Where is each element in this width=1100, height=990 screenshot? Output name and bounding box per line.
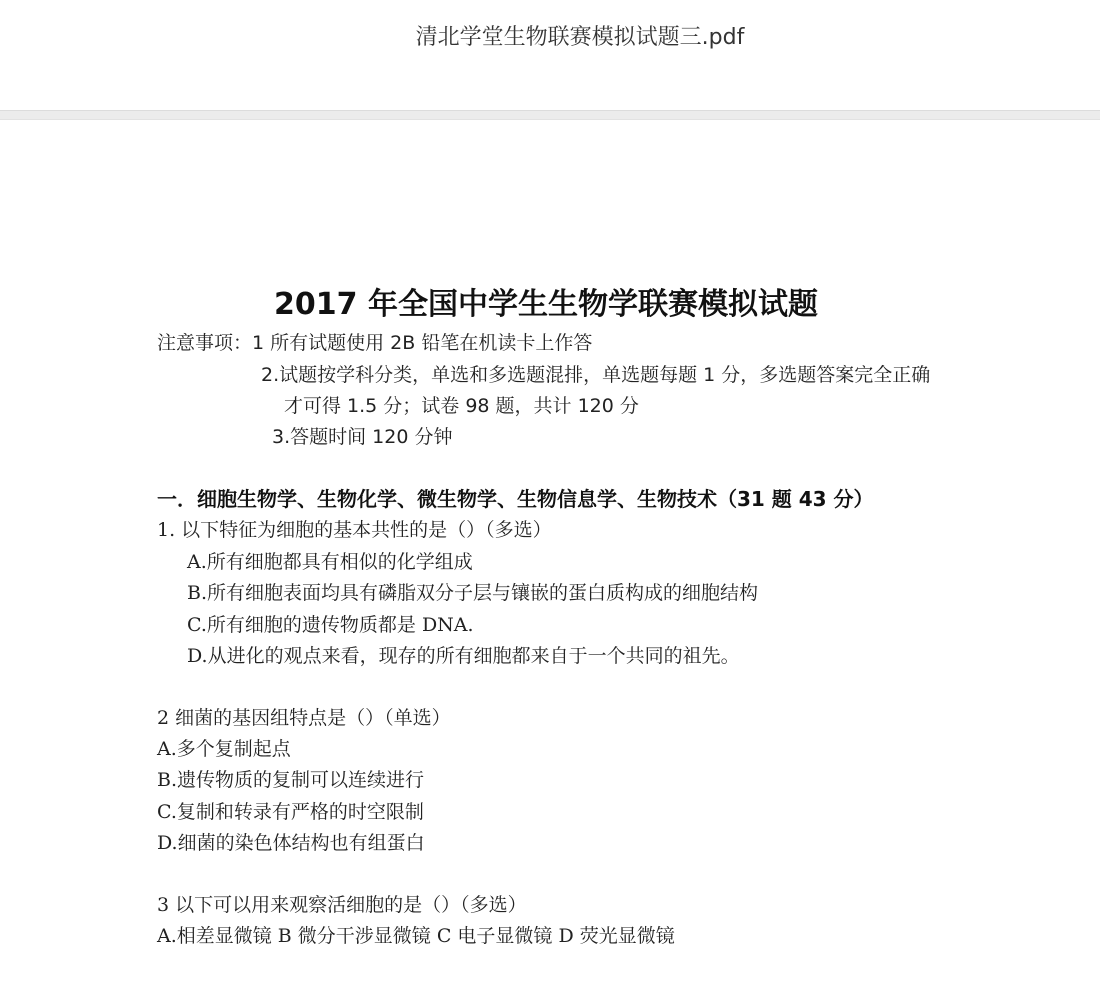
question-2-option-c: C.复制和转录有严格的时空限制 [157, 801, 424, 823]
question-2-option-a: A.多个复制起点 [157, 738, 291, 760]
section-heading: 一．细胞生物学、生物化学、微生物学、生物信息学、生物技术（31 题 43 分） [157, 487, 874, 511]
question-1-option-a: A.所有细胞都具有相似的化学组成 [187, 551, 473, 573]
note-3: 3.答题时间 120 分钟 [272, 426, 453, 448]
question-1-option-d: D.从进化的观点来看，现存的所有细胞都来自于一个共同的祖先。 [187, 645, 740, 667]
question-1-option-b: B.所有细胞表面均具有磷脂双分子层与镶嵌的蛋白质构成的细胞结构 [187, 582, 759, 604]
page-separator [0, 110, 1100, 120]
note-2-continued: 才可得 1.5 分；试卷 98 题，共计 120 分 [284, 395, 639, 417]
file-title: 清北学堂生物联赛模拟试题三.pdf [415, 25, 745, 50]
note-1: 注意事项：1 所有试题使用 2B 铅笔在机读卡上作答 [157, 332, 593, 354]
pdf-page [0, 121, 1100, 990]
viewer-title-bar [0, 0, 1100, 110]
document-title: 2017 年全国中学生生物学联赛模拟试题 [274, 287, 818, 322]
question-3-options: A.相差显微镜 B 微分干涉显微镜 C 电子显微镜 D 荧光显微镜 [157, 925, 675, 947]
question-2-stem: 2 细菌的基因组特点是（）（单选） [157, 707, 451, 729]
question-1-option-c: C.所有细胞的遗传物质都是 DNA. [187, 614, 474, 636]
note-2: 2.试题按学科分类，单选和多选题混排，单选题每题 1 分，多选题答案完全正确 [261, 364, 931, 386]
question-3-stem: 3 以下可以用来观察活细胞的是（）（多选） [157, 894, 527, 916]
question-1-stem: 1. 以下特征为细胞的基本共性的是（）（多选） [157, 519, 552, 541]
question-2-option-b: B.遗传物质的复制可以连续进行 [157, 769, 425, 791]
question-2-option-d: D.细菌的染色体结构也有组蛋白 [157, 832, 425, 854]
